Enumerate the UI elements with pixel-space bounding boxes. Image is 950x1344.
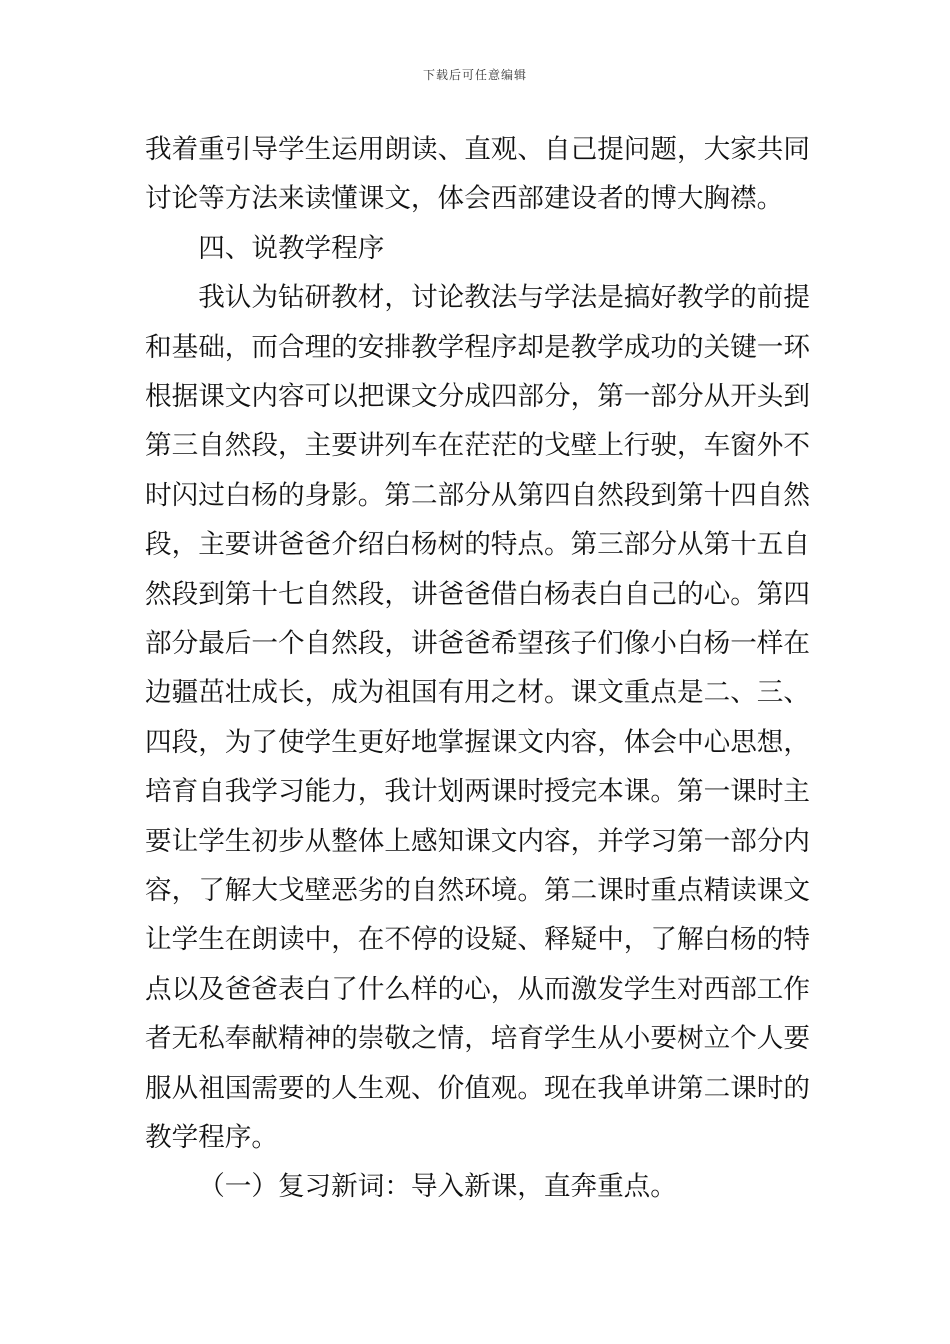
- text-line: 容，了解大戈壁恶劣的自然环境。第二课时重点精读课文: [145, 875, 810, 906]
- text-line: 时闪过白杨的身影。第二部分从第四自然段到第十四自然: [145, 479, 810, 511]
- text-line: 要让学生初步从整体上感知课文内容，并学习第一部分内: [145, 825, 810, 857]
- text-line: 教学程序。: [145, 1122, 278, 1153]
- page-header: 下载后可任意编辑: [422, 68, 527, 82]
- text-line: 部分最后一个自然段，讲爸爸希望孩子们像小白杨一样在: [145, 628, 810, 659]
- text-line: 边疆茁壮成长，成为祖国有用之材。课文重点是二、三、: [145, 677, 810, 709]
- text-line: 服从祖国需要的人生观、价值观。现在我单讲第二课时的: [145, 1072, 810, 1104]
- text-line: 四段，为了使学生更好地掌握课文内容，体会中心思想，: [145, 726, 810, 758]
- text-line: 我认为钻研教材，讨论教法与学法是搞好教学的前提: [198, 282, 810, 314]
- text-line: 者无私奉献精神的崇敬之情，培育学生从小要树立个人要: [145, 1023, 810, 1055]
- section-heading: 四、说教学程序: [198, 232, 385, 264]
- text-line: 段，主要讲爸爸介绍白杨树的特点。第三部分从第十五自: [145, 529, 810, 561]
- text-line: 点以及爸爸表白了什么样的心，从而激发学生对西部工作: [145, 973, 810, 1005]
- text-line: 根据课文内容可以把课文分成四部分，第一部分从开头到: [145, 381, 810, 412]
- sub-heading: （一）复习新词：导入新课，直奔重点。: [198, 1171, 677, 1203]
- text-line: 讨论等方法来读懂课文，体会西部建设者的博大胸襟。: [145, 183, 784, 215]
- text-line: 让学生在朗读中，在不停的设疑、释疑中，了解白杨的特: [145, 924, 810, 956]
- text-line: 我着重引导学生运用朗读、直观、自己提问题，大家共同: [145, 134, 810, 165]
- text-line: 第三自然段，主要讲列车在茫茫的戈壁上行驶，车窗外不: [145, 430, 810, 462]
- text-line: 培育自我学习能力，我计划两课时授完本课。第一课时主: [145, 776, 810, 808]
- text-line: 和基础，而合理的安排教学程序却是教学成功的关键一环: [145, 331, 810, 363]
- text-line: 然段到第十七自然段，讲爸爸借白杨表白自己的心。第四: [145, 578, 810, 610]
